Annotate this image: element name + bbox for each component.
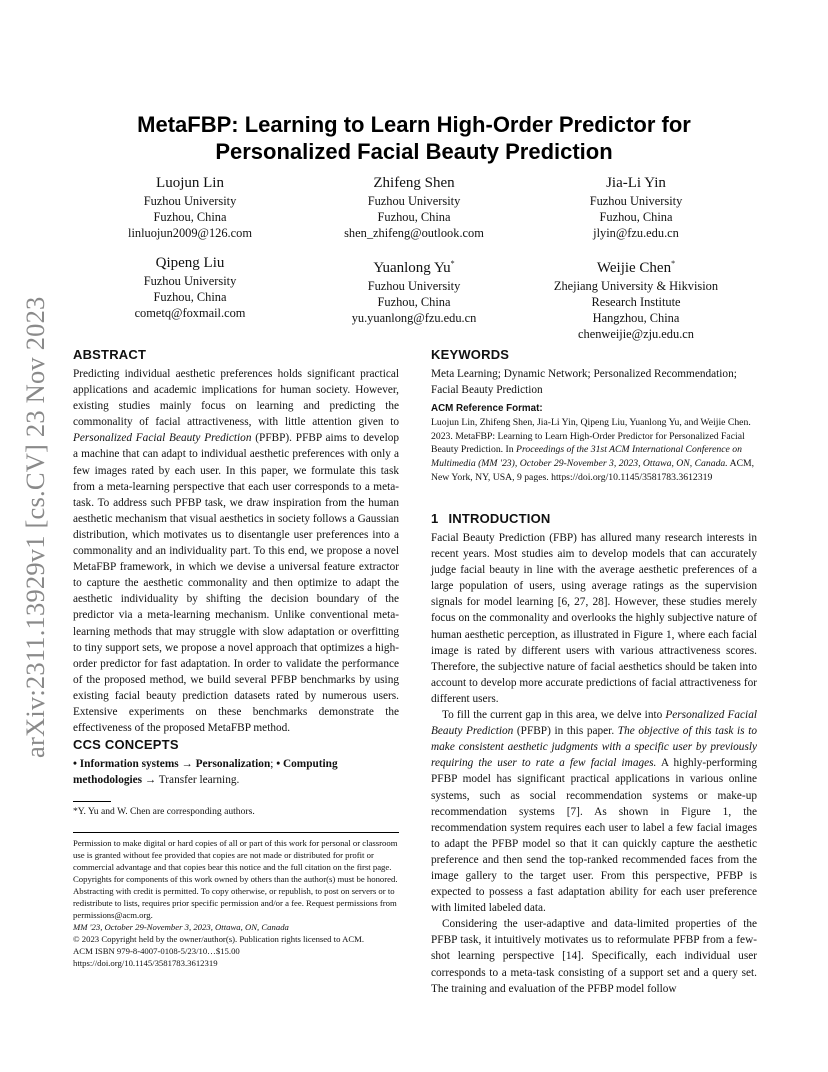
author-email[interactable]: yu.yuanlong@fzu.edu.cn [351,311,477,325]
keywords-heading: KEYWORDS [431,347,510,362]
author-email[interactable]: cometq@foxmail.com [134,306,246,320]
introduction-section [431,510,757,997]
author-email[interactable]: shen_zhifeng@outlook.com [344,226,484,240]
title-line-2: Personalized Facial Beauty Prediction [215,139,613,164]
author-affiliation: Fuzhou University [143,274,237,288]
author-block [541,174,731,241]
author-block [95,174,285,241]
abstract-section [73,346,399,736]
author-name: Luojun Lin [156,175,224,191]
copyright-line: © 2023 Copyright held by the owner/author(s). Publication rights licensed to ACM. [73,934,365,944]
author-email[interactable]: linluojun2009@126.com [128,226,252,240]
permission-block [73,837,399,969]
permission-text: Permission to make digital or hard copies of all or part of this work for personal or classroom use is granted without fee provided that copies are not made or distributed for profit or commercial advantage and that copies bear this notice and the full citation on the first page. Copyrights for components of this work owned by others than the author(s) must be honored. Abstracting with credit is permitted. To copy otherwise, or republish, to post on servers or to redistribute to lists, requires prior specific permission and/or a fee. Request permissions from permissions@acm.org. [73,838,398,920]
paper-title [70,111,758,165]
author-location: Fuzhou, China [153,290,227,304]
intro-paragraph-3: Considering the user-adaptive and data-limited properties of the PFBP task, it intuitively motivates us to reformulate PFBP from a few-shot learning perspective [14]. Specifically, each individual user corresponds to a meta-task consisting of a support set and a query set. The training and evaluation of the PFBP model follow [431,918,757,995]
intro-paragraph-2: To fill the current gap in this area, we delve into Personalized Facial Beauty Prediction (PFBP) in this paper. The objective of this task is to make consistent aesthetic judgments with a specific user by previously requiring the user to rate a few facial images. A highly-performing PFBP model has significant practical applications in various online systems, such as social recommendation systems or make-up recommendation systems [7]. As shown in Figure 1, the recommendation system requires each user to label a few facial images to adapt the PFBP model so that it can quickly capture the aesthetic preference and then send the top-ranked recommended faces from the image gallery to the target user. From this perspective, PFBP is expected to possess a fast adaptation ability for each user preference with limited labeled data. [431,709,757,915]
author-affiliation: Fuzhou University [367,194,461,208]
intro-paragraph-1: Facial Beauty Prediction (FBP) has allured many research interests in recent years. Most studies aim to develop models that can accurately judge facial beauty in line with the average aesthetic preferences of a large population of users, using average ratings as the supervision signals for model learning [6, 27, 28]. However, these studies merely focus on the commonality and overlooks the highly subjective nature of human aesthetic perception, as illustrated in Figure 1, where each facial image is rated by different users with various attractiveness scores. Therefore, the subjective nature of facial aesthetics should be taken into account to develop more accurate predictions of facial attractiveness for different users. [431,532,757,705]
abstract-heading: ABSTRACT [73,347,147,362]
ccs-heading: CCS CONCEPTS [73,737,179,752]
author-affiliation: Fuzhou University [143,194,237,208]
author-location: Hangzhou, China [592,311,680,325]
author-block [319,254,509,326]
isbn-line: ACM ISBN 979-8-4007-0108-5/23/10…$15.00 [73,946,240,956]
author-name: Qipeng Liu [155,255,225,271]
introduction-heading: 1 INTRODUCTION [431,511,551,526]
acm-reference-heading: ACM Reference Format: [431,403,543,414]
author-affiliation: Fuzhou University [589,194,683,208]
author-location: Fuzhou, China [599,210,673,224]
arxiv-identifier: arXiv:2311.13929v1 [cs.CV] 23 Nov 2023 [20,296,50,758]
footnote: *Y. Yu and W. Chen are corresponding authors. [73,806,255,817]
ccs-section [73,736,399,788]
author-email[interactable]: jlyin@fzu.edu.cn [593,226,679,240]
venue-line: MM '23, October 29-November 3, 2023, Ottawa, ON, Canada [73,922,289,932]
acm-reference [431,402,757,485]
acm-reference-text: Luojun Lin, Zhifeng Shen, Jia-Li Yin, Qipeng Liu, Yuanlong Yu, and Weijie Chen. 2023. MetaFBP: Learning to Learn High-Order Predictor for Personalized Facial Beauty Prediction. In Proceedings of the 31st ACM International Conference on Multimedia (MM '23), October 29-November 3, 2023, Ottawa, ON, Canada. ACM, New York, NY, USA, 9 pages. https://doi.org/10.1145/3581783.3612319 [431,416,755,483]
author-block [95,254,285,321]
corresponding-mark: * [450,259,455,268]
author-email[interactable]: chenweijie@zju.edu.cn [578,327,694,341]
keywords-text: Meta Learning; Dynamic Network; Personalized Recommendation; Facial Beauty Prediction [431,368,737,397]
author-affiliation: Zhejiang University & Hikvision [553,279,719,293]
ccs-text: • Information systems → Personalization; • Computing methodologies → Transfer learning. [73,758,338,787]
permission-rule [73,832,399,833]
author-name: Jia-Li Yin [606,175,666,191]
keywords-section [431,346,757,398]
doi-link[interactable]: https://doi.org/10.1145/3581783.3612319 [73,958,218,968]
author-block [319,174,509,241]
abstract-text: Predicting individual aesthetic preferences holds significant practical applications and academic implications for human society. However, existing studies mainly focus on learning and predicting the commonality of facial attractiveness, with little attention given to Personalized Facial Beauty Prediction (PFBP). PFBP aims to develop a machine that can adapt to individual aesthetic preferences with only a few images rated by each user. In this paper, we formulate this task from a meta-learning perspective that each user corresponds to a meta-task. To address such PFBP task, we draw inspiration from the human aesthetic mechanism that visual aesthetics in society follows a Gaussian distribution, which motivates us to disentangle user preferences into a commonality and an individuality part. To this end, we propose a novel MetaFBP framework, in which we devise a universal feature extractor to capture the aesthetic commonality and then optimize to adapt the aesthetic individuality by shifting the decision boundary of the predictor via a meta-learning mechanism. Unlike conventional meta-learning methods that may struggle with slow adaptation or overfitting to tiny support sets, we propose a novel approach that optimizes a high-order predictor for fast adaptation. In order to validate the performance of the proposed method, we build several PFBP benchmarks by using existing facial beauty prediction datasets rated by numerous users. Extensive experiments on these benchmarks demonstrate the effectiveness of the proposed MetaFBP method. [73,368,399,735]
corresponding-mark: * [671,259,676,268]
author-location: Fuzhou, China [377,295,451,309]
author-block [526,254,746,342]
author-location: Fuzhou, China [153,210,227,224]
footnote-rule [73,801,111,802]
author-affiliation-2: Research Institute [591,295,681,309]
author-affiliation: Fuzhou University [367,279,461,293]
author-location: Fuzhou, China [377,210,451,224]
author-name: Weijie Chen* [596,259,676,276]
author-name: Yuanlong Yu* [373,259,455,276]
title-line-1: MetaFBP: Learning to Learn High-Order Predictor for [137,112,691,137]
author-name: Zhifeng Shen [373,175,455,191]
